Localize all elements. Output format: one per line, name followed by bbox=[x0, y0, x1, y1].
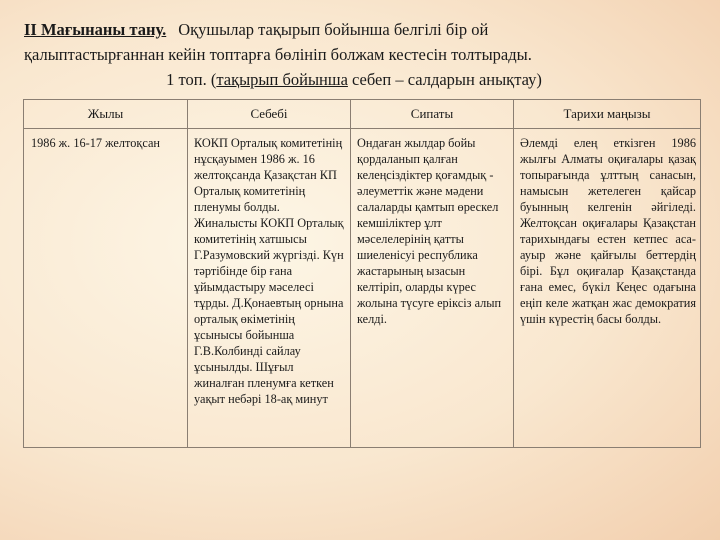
topic-underlined: тақырып бойынша bbox=[216, 70, 348, 89]
heading-line-2: қалыптастырғаннан кейін топтарға бөлініп болжам кестесін толтырады. bbox=[24, 45, 532, 64]
cell-nature: Ондаған жылдар бойы қордаланып қалған келеңсіздіктер қоғамдық - әлеуметтік және мәдени салаларды қамтып өрескел кемшіліктер ұлт мәселелерінің қатты шиеленісуі республика жастарының ызасын келтіріп, оларды күрес жолына түсуге еріксіз алып келді. bbox=[351, 129, 514, 448]
header-cause: Себебі bbox=[188, 100, 351, 129]
cell-significance: Әлемді елең еткізген 1986 жылғы Алматы оқиғалары қазақ топырағында ұлттың санасын, намысын жетелеген қайсар буынның келгенін әйгіледі. Желтоқсан оқиғалары Қазақстан тарихындағы естен кетпес аса-ауыр және қайғылы беттердің бірі. Бұл оқиғалар Қазақстанда ғана емес, бүкіл Кеңес одағына еңіп келе жатқан жас демократия үшін күрестің басы болды. bbox=[514, 129, 701, 448]
table-row bbox=[24, 129, 701, 448]
table-header-row bbox=[24, 100, 701, 129]
heading-line-1-text: Оқушылар тақырып бойынша белгілі бір ой bbox=[178, 20, 489, 39]
heading-line-1 bbox=[24, 17, 714, 42]
header-nature: Сипаты bbox=[351, 100, 514, 129]
header-year: Жылы bbox=[24, 100, 188, 129]
section-label: II Мағынаны тану. bbox=[24, 20, 167, 39]
header-significance: Тарихи маңызы bbox=[514, 100, 701, 129]
forecast-table bbox=[23, 99, 701, 448]
cell-cause: КОКП Орталық комитетінің нұсқауымен 1986 ж. 16 желтоқсанда Қазақстан КП Орталық комитетінің пленумы болды. Жиналысты КОКП Орталық комитетінің хатшысы Г.Разумовский жүргізді. Күн тәртібінде бір ғана ұйымдастыру мәселесі тұрды. Д.Қонаевтың орнына орталық өкіметінің ұсынысы бойынша Г.В.Колбинді сайлау ұсынылды. Шұғыл жиналған пленумға кеткен уақыт небәрі 18-ақ минут bbox=[188, 129, 351, 448]
cell-year: 1986 ж. 16-17 желтоқсан bbox=[24, 129, 188, 448]
heading-line-3 bbox=[24, 67, 714, 92]
heading bbox=[24, 17, 714, 92]
group-label: 1 топ. ( bbox=[166, 70, 217, 89]
task-description: себеп – салдарын анықтау) bbox=[347, 70, 542, 89]
